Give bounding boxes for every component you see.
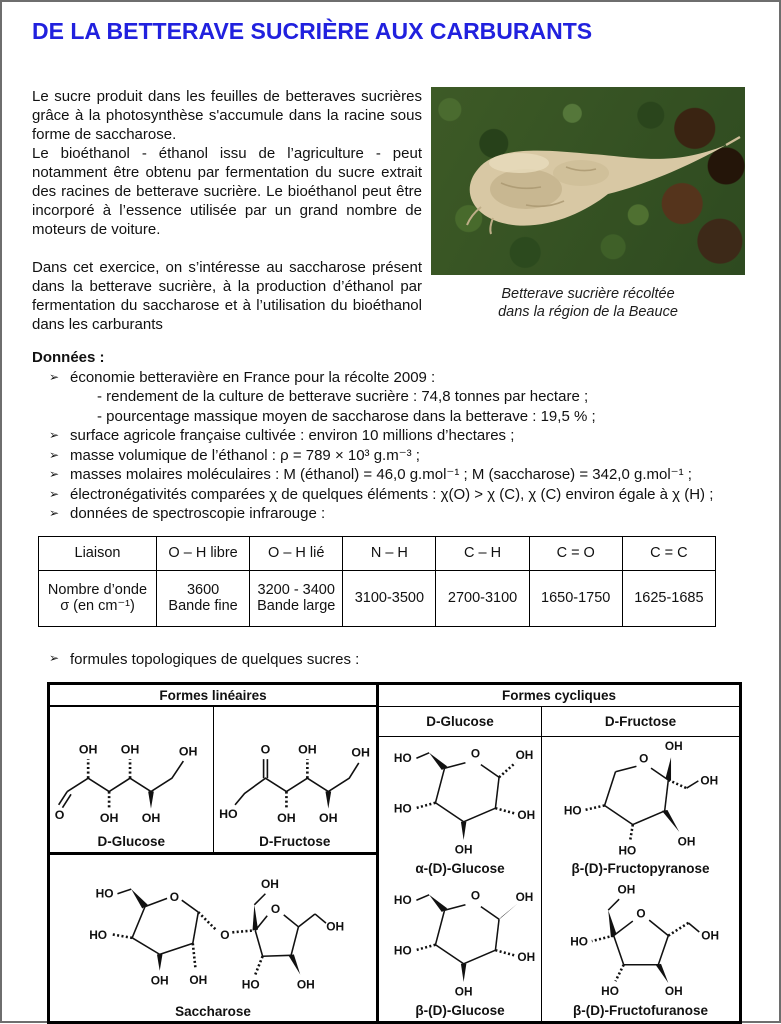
table-header-cell: N – H [343,536,436,570]
table-value-row [39,570,716,626]
intro-paragraph-1: Le sucre produit dans les feuilles de betteraves sucrières grâce à la photosynthèse s'accumule dans la racine sous forme de saccharose. [32,88,422,143]
atom-label-o: O [220,927,230,942]
atom-label-oh: OH [517,950,536,965]
atom-label-o: O [169,889,180,904]
atom-label-ho: HO [95,885,114,900]
atom-label-oh: OH [296,976,315,991]
molecule-label: Saccharose [175,1003,251,1019]
cyclic-structures [379,737,739,1021]
list-item-text: économie betteravière en France pour la récolte 2009 : [70,368,436,386]
table-cell: 1650-1750 [529,570,622,626]
sugar-structures-box [47,682,742,1024]
list-item [32,504,745,524]
fructofuranose-cell [542,879,739,1021]
table-header-row [39,536,716,570]
linear-fructose-cell [214,707,377,852]
atom-label-oh: OH [79,741,98,756]
fructopyranose-structure [557,739,725,861]
atom-label-ho: HO [393,750,412,765]
intro-section [32,87,745,334]
atom-label-oh: OH [517,808,536,823]
atom-label-oh: OH [617,882,635,897]
molecule-label: α-(D)-Glucose [415,861,505,876]
atom-label-oh: OH [326,919,345,933]
list-item [32,426,745,446]
list-item-text: masse volumique de l’éthanol : ρ = 789 × 10³ g.m⁻³ ; [70,446,420,464]
atom-label-oh: OH [351,744,370,759]
atom-label-ho: HO [600,983,619,998]
list-item-text: masses molaires moléculaires : M (éthanol) = 46,0 g.mol⁻¹ ; M (saccharose) = 342,0 g.mol⁻¹ ; [70,466,692,483]
atom-label-oh: OH [318,810,338,825]
atom-label-o: O [270,901,281,916]
photo-caption [431,285,745,321]
atom-label-ho: HO [617,843,636,858]
atom-label-ho: HO [393,943,412,958]
intro-text [32,87,422,334]
table-cell: 2700-3100 [436,570,529,626]
atom-label-oh: OH [121,741,140,756]
arrow-bullet-icon: ➢ [49,486,60,501]
atom-label-oh: OH [677,834,695,849]
page-title: DE LA BETTERAVE SUCRIÈRE AUX CARBURANTS [32,18,593,44]
fructofuranose-structure [557,881,725,1003]
alpha-glucose-cell [379,737,541,879]
table-header-cell: C – H [436,536,529,570]
atom-label-oh: OH [664,739,683,753]
atom-label-ho: HO [89,927,108,942]
linear-glucose-structure [52,730,210,834]
molecule-label: β-(D)-Glucose [415,1003,505,1018]
data-heading: Données : [32,349,105,366]
arrow-bullet-icon: ➢ [49,447,60,462]
linear-forms-cells [50,707,376,855]
atom-label-ho: HO [218,806,238,821]
table-cell: 3100-3500 [343,570,436,626]
linear-forms-section [50,685,379,1021]
atom-label-ho: HO [563,803,582,818]
atom-label-ho: HO [241,976,260,991]
linear-fructose-structure [216,730,374,834]
list-item [32,485,745,505]
intro-paragraph-2: Le bioéthanol - éthanol issu de l’agriculture - peut notamment être obtenu par fermentation du sucre extrait des racines de betterave sucrière. Le bioéthanol peut être incorporé à l’essence utilisée par un grand nombre de moteurs de voiture. [32,145,422,238]
atom-label-oh: OH [189,972,208,987]
cyclic-col-fructose: D-Fructose [604,713,677,729]
atom-label-o: O [635,906,646,921]
molecule-label: β-(D)-Fructopyranose [571,861,710,876]
table-cell: 3600 Bande fine [157,570,250,626]
list-item-text: données de spectroscopie infrarouge : [70,505,326,522]
atom-label-oh: OH [141,810,161,825]
cyclic-forms-section [379,685,739,1021]
beta-glucose-structure [381,881,539,1003]
atom-label-o: O [260,741,271,756]
atom-label-oh: OH [150,973,169,988]
atom-label-oh: OH [261,876,279,891]
beet-figure [431,87,745,334]
arrow-bullet-icon: ➢ [49,506,60,520]
atom-label-oh: OH [100,810,119,825]
atom-label-o: O [470,746,481,761]
linear-glucose-cell [50,707,214,852]
atom-label-oh: OH [515,748,534,763]
table-header-cell: C = C [622,536,715,570]
linear-forms-header: Formes linéaires [50,685,376,707]
alpha-glucose-structure [381,739,539,861]
list-subitem: - rendement de la culture de betterave sucrière : 74,8 tonnes par hectare ; [97,388,589,405]
list-subitem: - pourcentage massique moyen de saccharose dans la betterave : 19,5 % ; [97,407,596,425]
atom-label-o: O [55,807,65,822]
table-header-cell: O – H libre [157,536,250,570]
table-header-cell: C = O [529,536,622,570]
list-item-text: électronégativités comparées χ de quelques éléments : χ(O) > χ (C), χ (C) environ égale à χ (H) ; [70,485,714,503]
table-header-cell: O – H lié [250,536,343,570]
atom-label-oh: OH [699,773,718,788]
list-item-text: surface agricole française cultivée : environ 10 millions d’hectares ; [70,427,515,444]
atom-label-ho: HO [393,801,412,816]
table-header-cell: Liaison [39,536,157,570]
beet-illustration [431,87,745,275]
arrow-bullet-icon: ➢ [49,428,60,442]
atom-label-ho: HO [569,934,588,949]
table-cell: 3200 - 3400 Bande large [250,570,343,626]
intro-paragraph-3: Dans cet exercice, on s’intéresse au saccharose présent dans la betterave sucrière, à la production d’éthanol par fermentation du saccharose et à l’utilisation du bioéthanol dans les carburants [32,259,422,333]
caption-line-2: dans la région de la Beauce [498,304,678,320]
table-row-label: Nombre d’onde σ (en cm⁻¹) [39,570,157,626]
fructose-column [542,737,739,1021]
atom-label-oh: OH [179,743,198,758]
atom-label-o: O [470,888,481,903]
atom-label-ho: HO [393,892,412,907]
beta-glucose-cell [379,879,541,1021]
atom-label-oh: OH [515,890,534,905]
molecule-label: β-(D)-Fructofuranose [573,1003,708,1018]
atom-label-oh: OH [276,810,296,825]
formules-list-item [32,651,745,668]
atom-label-oh: OH [700,928,719,943]
molecule-label: D-Glucose [97,833,165,849]
cyclic-column-headers [379,707,739,737]
caption-line-1: Betterave sucrière récoltée [501,286,675,302]
data-section [32,348,745,524]
saccharose-cell [50,855,376,1021]
list-item [32,446,745,466]
atom-label-o: O [638,751,648,766]
cyclic-forms-header: Formes cycliques [379,685,739,707]
arrow-bullet-icon: ➢ [49,467,60,481]
table-cell: 1625-1685 [622,570,715,626]
atom-label-oh: OH [297,741,317,756]
list-item [32,368,745,388]
beet-photo [431,87,745,275]
cyclic-col-glucose: D-Glucose [379,707,542,736]
atom-label-oh: OH [664,983,683,998]
atom-label-oh: OH [454,842,473,857]
arrow-bullet-icon: ➢ [49,650,60,665]
saccharose-structure [63,857,363,1004]
molecule-label: D-Fructose [259,833,331,849]
list-item [32,465,745,485]
glucose-column [379,737,542,1021]
document-page [2,2,779,1024]
infrared-table [38,536,716,627]
fructopyranose-cell [542,737,739,879]
list-item-text: formules topologiques de quelques sucres : [70,650,360,668]
atom-label-oh: OH [454,984,473,999]
arrow-bullet-icon: ➢ [49,369,60,384]
